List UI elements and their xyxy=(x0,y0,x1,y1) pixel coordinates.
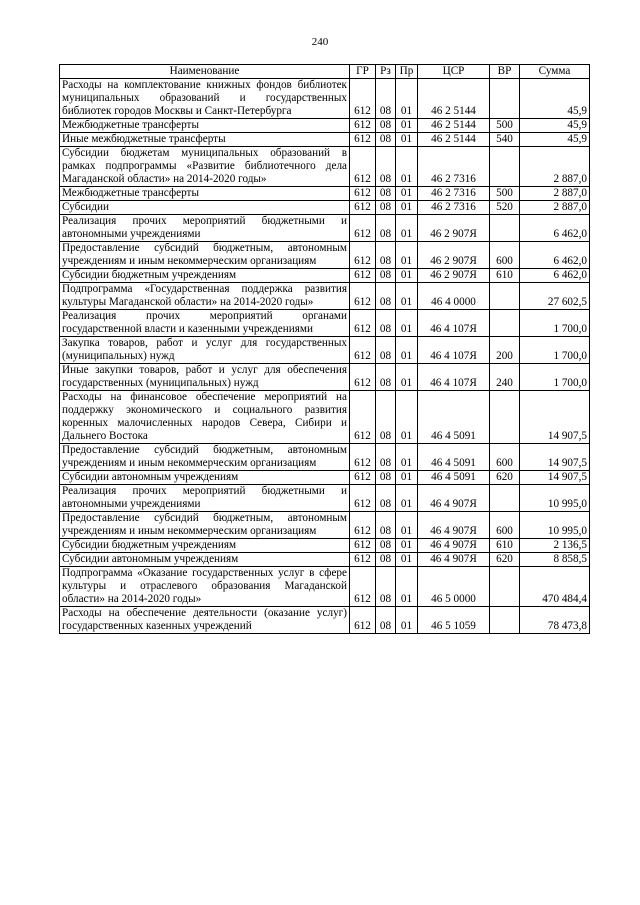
cell-sum: 27 602,5 xyxy=(520,283,590,310)
cell-rz: 08 xyxy=(376,539,396,553)
cell-sum: 14 907,5 xyxy=(520,444,590,471)
cell-vr: 610 xyxy=(490,269,520,283)
cell-name: Расходы на финансовое обеспечение мероприятий на поддержку экономического и социального развития коренных малочисленных народов Севера, Сибири и Дальнего Востока xyxy=(60,391,350,444)
cell-sum: 1 700,0 xyxy=(520,364,590,391)
cell-rz: 08 xyxy=(376,485,396,512)
cell-vr xyxy=(490,79,520,119)
cell-pr: 01 xyxy=(396,269,418,283)
cell-rz: 08 xyxy=(376,147,396,187)
cell-csr: 46 2 7316 xyxy=(418,201,490,215)
cell-gr: 612 xyxy=(350,567,376,607)
cell-csr: 46 4 907Я xyxy=(418,512,490,539)
cell-vr xyxy=(490,215,520,242)
table-row xyxy=(60,553,590,567)
cell-vr: 500 xyxy=(490,187,520,201)
table-row xyxy=(60,187,590,201)
cell-sum: 10 995,0 xyxy=(520,512,590,539)
cell-gr: 612 xyxy=(350,391,376,444)
cell-rz: 08 xyxy=(376,242,396,269)
cell-name: Подпрограмма «Государственная поддержка развития культуры Магаданской области» на 2014-2020 годы» xyxy=(60,283,350,310)
cell-gr: 612 xyxy=(350,79,376,119)
cell-vr: 600 xyxy=(490,242,520,269)
header-pr: Пр xyxy=(396,65,418,79)
cell-name: Иные закупки товаров, работ и услуг для обеспечения государственных (муниципальных) нужд xyxy=(60,364,350,391)
cell-pr: 01 xyxy=(396,147,418,187)
header-csr: ЦСР xyxy=(418,65,490,79)
cell-name: Субсидии бюджетным учреждениям xyxy=(60,269,350,283)
cell-vr: 610 xyxy=(490,539,520,553)
cell-vr: 600 xyxy=(490,512,520,539)
cell-vr xyxy=(490,607,520,634)
cell-pr: 01 xyxy=(396,133,418,147)
cell-csr: 46 4 5091 xyxy=(418,391,490,444)
cell-csr: 46 2 907Я xyxy=(418,242,490,269)
cell-sum: 45,9 xyxy=(520,133,590,147)
table-row xyxy=(60,567,590,607)
cell-gr: 612 xyxy=(350,607,376,634)
cell-rz: 08 xyxy=(376,512,396,539)
cell-sum: 6 462,0 xyxy=(520,269,590,283)
cell-pr: 01 xyxy=(396,471,418,485)
table-row xyxy=(60,201,590,215)
table-row xyxy=(60,512,590,539)
cell-csr: 46 5 1059 xyxy=(418,607,490,634)
cell-vr: 520 xyxy=(490,201,520,215)
cell-vr: 500 xyxy=(490,119,520,133)
cell-rz: 08 xyxy=(376,391,396,444)
cell-pr: 01 xyxy=(396,79,418,119)
cell-pr: 01 xyxy=(396,553,418,567)
cell-vr: 620 xyxy=(490,553,520,567)
cell-pr: 01 xyxy=(396,567,418,607)
cell-name: Иные межбюджетные трансферты xyxy=(60,133,350,147)
cell-gr: 612 xyxy=(350,215,376,242)
cell-rz: 08 xyxy=(376,201,396,215)
cell-rz: 08 xyxy=(376,444,396,471)
cell-pr: 01 xyxy=(396,283,418,310)
cell-name: Субсидии бюджетным учреждениям xyxy=(60,539,350,553)
table-row xyxy=(60,119,590,133)
budget-table xyxy=(59,64,590,634)
table-row xyxy=(60,539,590,553)
table-row xyxy=(60,607,590,634)
cell-rz: 08 xyxy=(376,269,396,283)
cell-gr: 612 xyxy=(350,485,376,512)
cell-sum: 6 462,0 xyxy=(520,242,590,269)
cell-csr: 46 4 0000 xyxy=(418,283,490,310)
cell-sum: 470 484,4 xyxy=(520,567,590,607)
cell-rz: 08 xyxy=(376,607,396,634)
header-row xyxy=(60,65,590,79)
cell-sum: 6 462,0 xyxy=(520,215,590,242)
cell-name: Субсидии автономным учреждениям xyxy=(60,471,350,485)
table-body xyxy=(60,79,590,634)
cell-name: Закупка товаров, работ и услуг для государственных (муниципальных) нужд xyxy=(60,337,350,364)
table-row xyxy=(60,310,590,337)
cell-pr: 01 xyxy=(396,391,418,444)
header-name: Наименование xyxy=(60,65,350,79)
cell-sum: 1 700,0 xyxy=(520,337,590,364)
table-row xyxy=(60,391,590,444)
cell-gr: 612 xyxy=(350,512,376,539)
cell-vr: 600 xyxy=(490,444,520,471)
cell-pr: 01 xyxy=(396,187,418,201)
cell-csr: 46 4 907Я xyxy=(418,485,490,512)
cell-name: Реализация прочих мероприятий органами государственной власти и казенными учреждениями xyxy=(60,310,350,337)
cell-gr: 612 xyxy=(350,283,376,310)
cell-csr: 46 4 107Я xyxy=(418,310,490,337)
cell-name: Межбюджетные трансферты xyxy=(60,119,350,133)
table-row xyxy=(60,147,590,187)
cell-csr: 46 5 0000 xyxy=(418,567,490,607)
cell-gr: 612 xyxy=(350,147,376,187)
cell-rz: 08 xyxy=(376,310,396,337)
cell-csr: 46 2 7316 xyxy=(418,147,490,187)
cell-gr: 612 xyxy=(350,133,376,147)
cell-csr: 46 2 5144 xyxy=(418,79,490,119)
cell-name: Субсидии xyxy=(60,201,350,215)
cell-vr: 240 xyxy=(490,364,520,391)
cell-sum: 2 887,0 xyxy=(520,187,590,201)
cell-gr: 612 xyxy=(350,444,376,471)
cell-rz: 08 xyxy=(376,364,396,391)
cell-name: Подпрограмма «Оказание государственных услуг в сфере культуры и отраслевого образования Магаданской области» на 2014-2020 годы» xyxy=(60,567,350,607)
cell-sum: 14 907,5 xyxy=(520,471,590,485)
cell-name: Расходы на комплектование книжных фондов библиотек муниципальных образований и государственных библиотек городов Москвы и Санкт-Петербурга xyxy=(60,79,350,119)
cell-sum: 14 907,5 xyxy=(520,391,590,444)
cell-rz: 08 xyxy=(376,567,396,607)
cell-name: Расходы на обеспечение деятельности (оказание услуг) государственных казенных учреждений xyxy=(60,607,350,634)
cell-pr: 01 xyxy=(396,539,418,553)
cell-pr: 01 xyxy=(396,444,418,471)
cell-gr: 612 xyxy=(350,242,376,269)
cell-vr xyxy=(490,485,520,512)
cell-csr: 46 2 907Я xyxy=(418,269,490,283)
cell-pr: 01 xyxy=(396,310,418,337)
cell-rz: 08 xyxy=(376,187,396,201)
cell-pr: 01 xyxy=(396,607,418,634)
header-rz: Рз xyxy=(376,65,396,79)
cell-csr: 46 4 5091 xyxy=(418,444,490,471)
cell-csr: 46 2 5144 xyxy=(418,119,490,133)
cell-pr: 01 xyxy=(396,364,418,391)
cell-name: Межбюджетные трансферты xyxy=(60,187,350,201)
cell-vr xyxy=(490,567,520,607)
cell-vr: 620 xyxy=(490,471,520,485)
cell-gr: 612 xyxy=(350,269,376,283)
cell-sum: 2 887,0 xyxy=(520,147,590,187)
cell-name: Предоставление субсидий бюджетным, автономным учреждениям и иным некоммерческим организациям xyxy=(60,512,350,539)
cell-csr: 46 4 907Я xyxy=(418,553,490,567)
cell-sum: 78 473,8 xyxy=(520,607,590,634)
cell-csr: 46 2 5144 xyxy=(418,133,490,147)
cell-gr: 612 xyxy=(350,310,376,337)
table-row xyxy=(60,269,590,283)
table-row xyxy=(60,471,590,485)
cell-gr: 612 xyxy=(350,539,376,553)
table-row xyxy=(60,337,590,364)
cell-csr: 46 2 7316 xyxy=(418,187,490,201)
cell-name: Субсидии автономным учреждениям xyxy=(60,553,350,567)
cell-rz: 08 xyxy=(376,133,396,147)
cell-csr: 46 4 107Я xyxy=(418,337,490,364)
cell-rz: 08 xyxy=(376,337,396,364)
page-number: 240 xyxy=(311,36,329,48)
cell-name: Предоставление субсидий бюджетным, автономным учреждениям и иным некоммерческим организациям xyxy=(60,242,350,269)
cell-vr: 200 xyxy=(490,337,520,364)
table-row xyxy=(60,485,590,512)
cell-sum: 8 858,5 xyxy=(520,553,590,567)
cell-sum: 1 700,0 xyxy=(520,310,590,337)
header-vr: ВР xyxy=(490,65,520,79)
table-row xyxy=(60,79,590,119)
header-gr: ГР xyxy=(350,65,376,79)
cell-pr: 01 xyxy=(396,215,418,242)
cell-vr xyxy=(490,310,520,337)
cell-gr: 612 xyxy=(350,337,376,364)
cell-pr: 01 xyxy=(396,512,418,539)
cell-gr: 612 xyxy=(350,187,376,201)
cell-vr xyxy=(490,391,520,444)
cell-rz: 08 xyxy=(376,553,396,567)
cell-pr: 01 xyxy=(396,485,418,512)
cell-gr: 612 xyxy=(350,471,376,485)
header-sum: Сумма xyxy=(520,65,590,79)
cell-gr: 612 xyxy=(350,201,376,215)
cell-rz: 08 xyxy=(376,215,396,242)
cell-rz: 08 xyxy=(376,283,396,310)
cell-name: Предоставление субсидий бюджетным, автономным учреждениям и иным некоммерческим организациям xyxy=(60,444,350,471)
cell-vr: 540 xyxy=(490,133,520,147)
cell-pr: 01 xyxy=(396,201,418,215)
cell-sum: 10 995,0 xyxy=(520,485,590,512)
table-row xyxy=(60,133,590,147)
cell-vr xyxy=(490,283,520,310)
cell-rz: 08 xyxy=(376,119,396,133)
table-row xyxy=(60,364,590,391)
cell-csr: 46 4 107Я xyxy=(418,364,490,391)
cell-rz: 08 xyxy=(376,79,396,119)
cell-gr: 612 xyxy=(350,553,376,567)
table-row xyxy=(60,444,590,471)
cell-csr: 46 4 5091 xyxy=(418,471,490,485)
cell-sum: 45,9 xyxy=(520,79,590,119)
cell-name: Реализация прочих мероприятий бюджетными и автономными учреждениями xyxy=(60,485,350,512)
cell-sum: 2 136,5 xyxy=(520,539,590,553)
cell-csr: 46 4 907Я xyxy=(418,539,490,553)
cell-pr: 01 xyxy=(396,119,418,133)
table-row xyxy=(60,242,590,269)
cell-name: Реализация прочих мероприятий бюджетными и автономными учреждениями xyxy=(60,215,350,242)
cell-pr: 01 xyxy=(396,337,418,364)
cell-rz: 08 xyxy=(376,471,396,485)
table-row xyxy=(60,283,590,310)
cell-name: Субсидии бюджетам муниципальных образований в рамках подпрограммы «Развитие библиотечного дела Магаданской области» на 2014-2020 годы» xyxy=(60,147,350,187)
cell-sum: 45,9 xyxy=(520,119,590,133)
table-row xyxy=(60,215,590,242)
cell-gr: 612 xyxy=(350,364,376,391)
cell-sum: 2 887,0 xyxy=(520,201,590,215)
cell-gr: 612 xyxy=(350,119,376,133)
cell-vr xyxy=(490,147,520,187)
cell-csr: 46 2 907Я xyxy=(418,215,490,242)
cell-pr: 01 xyxy=(396,242,418,269)
